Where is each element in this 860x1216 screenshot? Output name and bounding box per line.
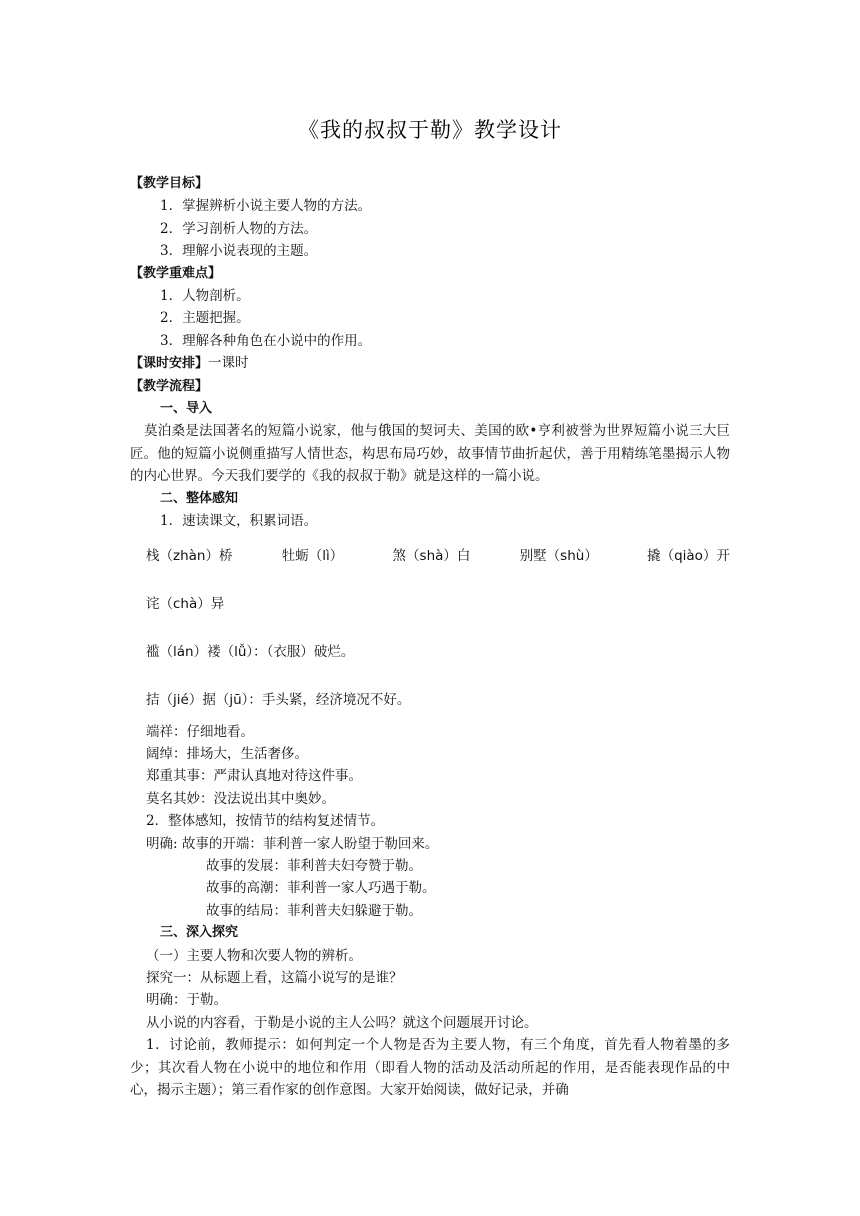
vocab-entry: 拮（jié）据（jū）：手头紧，经济境况不好。 — [146, 691, 411, 708]
answer-line: 明确：于勒。 — [146, 992, 227, 1009]
word-definition: 阔绰：排场大，生活奢侈。 — [146, 745, 308, 762]
intro-paragraph: 莫泊桑是法国著名的短篇小说家，他与俄国的契诃夫、美国的欧•亨利被誉为世界短篇小说三大巨匠。他的短篇小说侧重描写人情世态，构思布局巧妙，故事情节曲折起伏，善于用精练笔墨揭示人物的内心世界。今天我们要学的《我的叔叔于勒》就是这样的一篇小说。 — [130, 423, 730, 485]
schedule-heading: 【课时安排】 — [130, 356, 209, 372]
vocab-entry: 栈（zhàn）桥 — [146, 547, 233, 564]
task-item: 1．速读课文，积累词语。 — [160, 513, 318, 530]
subsection-heading: （一）主要人物和次要人物的辨析。 — [146, 947, 362, 964]
difficulty-item: 3．理解各种角色在小说中的作用。 — [160, 332, 372, 349]
word-definition: 郑重其事：严肃认真地对待这件事。 — [146, 768, 362, 785]
document-title: 《我的叔叔于勒》教学设计 — [298, 118, 562, 142]
section-heading: 一、导入 — [160, 401, 213, 417]
question-line: 探究一：从标题上看，这篇小说写的是谁？ — [146, 969, 403, 986]
task-item: 2．整体感知，按情节的结构复述情节。 — [146, 813, 385, 830]
difficulties-heading: 【教学重难点】 — [130, 265, 222, 281]
plot-line: 故事的发展：菲利普夫妇夸赞于勒。 — [206, 857, 422, 874]
vocab-entry: 撬（qiào）开 — [647, 547, 730, 564]
document-body — [130, 173, 730, 1101]
goal-item: 2．学习剖析人物的方法。 — [160, 220, 318, 237]
word-definition: 端祥：仔细地看。 — [146, 723, 254, 740]
schedule-value: 一课时 — [208, 355, 249, 372]
goal-item: 1．掌握辨析小说主要人物的方法。 — [160, 198, 372, 215]
goal-item: 3．理解小说表现的主题。 — [160, 243, 318, 260]
process-heading: 【教学流程】 — [130, 378, 209, 394]
discussion-line: 从小说的内容看，于勒是小说的主人公吗？就这个问题展开讨论。 — [146, 1014, 538, 1031]
schedule-line — [130, 352, 730, 375]
vocab-entry: 煞（shà）白 — [392, 547, 471, 564]
goals-heading: 【教学目标】 — [130, 176, 209, 191]
vocab-entry: 褴（lán）褛（lǚ）：（衣服）破烂。 — [146, 643, 355, 660]
vocab-entry: 牡蛎（lì） — [281, 547, 344, 564]
plot-line: 故事的高潮：菲利普一家人巧遇于勒。 — [206, 880, 436, 897]
plot-line: 故事的结局：菲利普夫妇躲避于勒。 — [206, 902, 422, 919]
section-heading: 三、深入探究 — [160, 925, 239, 941]
section-heading: 二、整体感知 — [160, 490, 239, 506]
vocab-entry: 别墅（shù） — [519, 547, 598, 564]
discussion-paragraph: 1．讨论前，教师提示：如何判定一个人物是否为主要人物，有三个角度，首先看人物着墨的多少；其次看人物在小说中的地位和作用（即看人物的活动及活动所起的作用，是否能表现作品的中心，揭示主题）；第三看作家的创作意图。大家开始阅读，做好记录，并确 — [130, 1037, 730, 1098]
difficulty-item: 1．人物剖析。 — [160, 288, 250, 305]
plot-line: 明确: 故事的开端：菲利普一家人盼望于勒回来。 — [146, 835, 439, 852]
vocab-row — [130, 545, 730, 567]
difficulty-item: 2．主题把握。 — [160, 310, 250, 327]
word-definition: 莫名其妙：没法说出其中奥妙。 — [146, 790, 335, 807]
plot-label: 明确: — [146, 835, 178, 852]
vocab-entry: 诧（chà）异 — [146, 595, 225, 612]
